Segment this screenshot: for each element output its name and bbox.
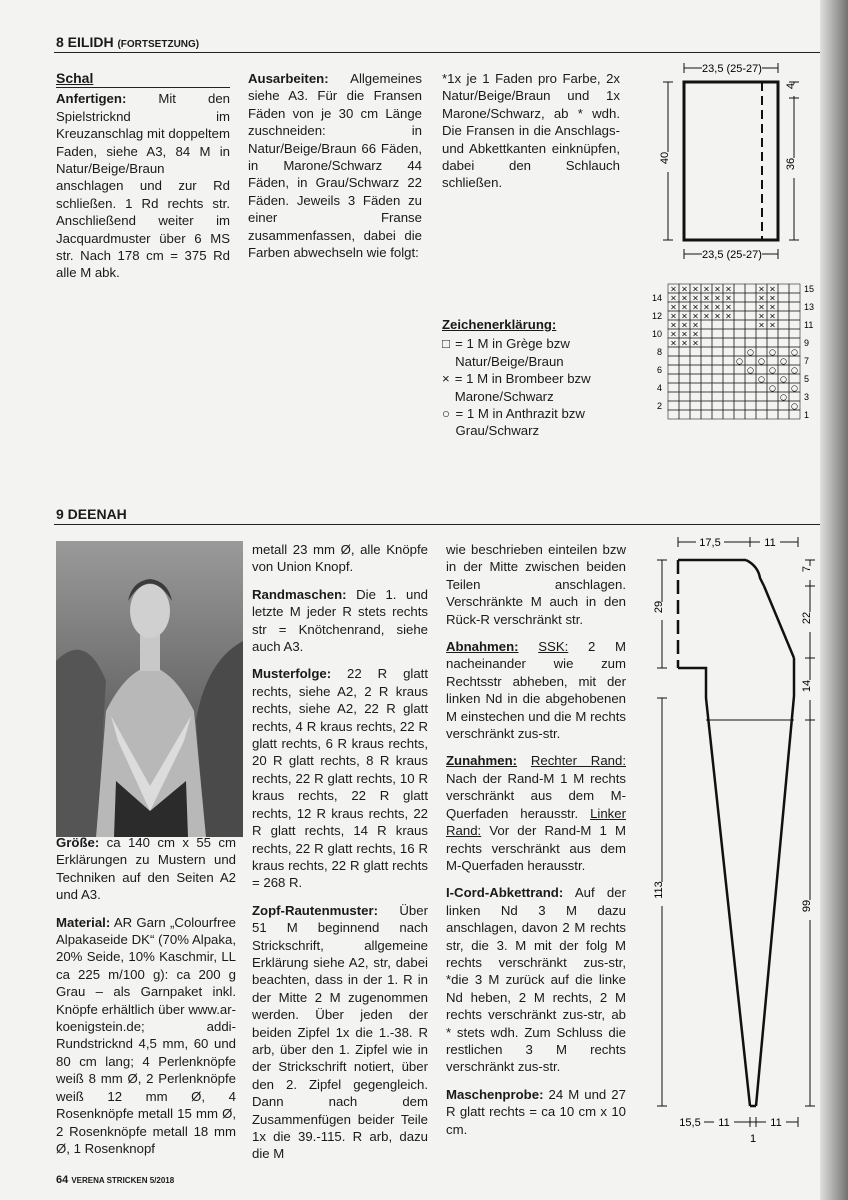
section-9-rule [54,524,820,525]
scarf-width-bottom: 23,5 (25-27) [702,249,762,261]
cross-symbol: × [769,284,776,294]
musterfolge-text: 22 R glatt rechts, siehe A2, 2 R kraus rechts, siehe A2, 22 R glatt rechts, 4 R kraus rechts, 22 R glatt rechts, 6 R kraus rechts, 20 R glatt rechts, 8 R kraus rechts, 22 R glatt rechts, 10 R kraus rechts, 22 R glatt rechts, 12 R kraus rechts, 22 R glatt rechts, 14 R kraus rechts, 22 R glatt rechts, 16 R kraus rechts, 22 R glatt rechts = 268 R. [252,666,428,891]
chart-cell [789,392,800,401]
legend-square-icon: □ [442,336,450,352]
circle-symbol: ○ [780,392,787,402]
icord-text: Auf der linken Nd 3 M dazu anschlagen, davon 2 M rechts str, die 3. M mit der folg M rechts verschränkt zus-str, *die 3 M zurück auf die linke Nd heben, 2 M rechts, 2 M rechts verschränkt zus-str, ab * stets wdh. Zum Schluss die restlichen 3 M rechts verschränkt zus-str. [446,885,626,1075]
zunahmen-label: Zunahmen: [446,753,518,769]
material-text: AR Garn „Colourfree Alpakaseide DK“ (70% Alpaka, 20% Seide, 10% Kaschmir, LL ca 225 m/100 g): ca 200 g Grau – als Garnpaket inkl. Knöpfe erhältlich über www.ar-koenigstein.de; addi-Rundstricknd 4,5 mm, 60 und 80 cm lang; 4 Perlenknöpfe weiß 8 mm Ø, 2 Perlenknöpfe weiß 12 mm Ø, 4 Rosenknöpfe metall 15 mm Ø, 2 Rosenknöpfe metall 18 mm Ø, 1 Rosenknopf [56,914,237,1156]
chart-cell [690,374,701,383]
chart-row-labels-right [804,284,814,420]
deenah-column-1 [56,834,236,1167]
chart-cell [745,356,756,365]
ssk-label: SSK: [538,639,569,655]
circle-symbol: ○ [769,383,776,393]
cross-symbol: × [703,293,710,303]
cross-symbol: × [670,302,677,312]
chart-cell [712,374,723,383]
wrap-right-b: 22 [801,611,813,625]
wrap-right-a: 7 [801,565,813,573]
chart-cell [712,410,723,419]
circle-symbol: ○ [791,365,798,375]
cross-symbol: × [725,302,732,312]
chart-cell [734,410,745,419]
chart-cell [745,284,756,293]
chart-cell [734,347,745,356]
chart-cell [679,374,690,383]
circle-symbol: ○ [780,356,787,366]
chart-row-label: 10 [651,329,662,339]
chart-cell [756,383,767,392]
cross-symbol: × [692,293,699,303]
wrap-bottom-c: 11 [770,1117,782,1129]
section-8-continued: (FORTSETZUNG) [117,39,200,50]
chart-cell [767,356,778,365]
cross-symbol: × [714,293,721,303]
chart-cell [778,329,789,338]
chart-cell [734,365,745,374]
chart-row-label: 9 [804,338,810,348]
chart-cell [756,347,767,356]
chart-cell [668,383,679,392]
ausarbeiten-column-2 [442,70,620,202]
chart-cell [701,410,712,419]
rechter-rand-text: Nach der Rand-M 1 M rechts verschränkt aus dem M-Querfaden herausstr. [446,770,626,821]
maschenprobe-text: 24 M und 27 R glatt rechts = ca 10 cm x 10 cm. [446,1086,626,1137]
scarf-fringe-length: 4 [785,82,797,90]
cross-symbol: × [758,293,765,303]
section-8-number: 8 EILIDH [56,34,114,50]
chart-cell [745,383,756,392]
cross-symbol: × [681,338,688,348]
chart-cell [668,401,679,410]
scarf-length-left: 40 [659,151,671,165]
chart-cell [778,302,789,311]
chart-cell [734,302,745,311]
chart-row-label: 6 [656,365,662,375]
chart-cell [778,401,789,410]
chart-cell [701,329,712,338]
cross-symbol: × [725,284,732,294]
wrap-right-c: 14 [801,679,813,693]
material-continued: metall 23 mm Ø, alle Knöpfe von Union Knopf. [252,542,428,575]
chart-cell [701,347,712,356]
jacquard-chart [648,282,820,432]
cross-symbol: × [681,329,688,339]
chart-cell [723,356,734,365]
chart-cell [668,410,679,419]
chart-cell [789,320,800,329]
circle-symbol: ○ [791,401,798,411]
section-8-title [56,34,199,50]
chart-cell [701,374,712,383]
cross-symbol: × [714,284,721,294]
chart-cell [778,311,789,320]
chart-cell [767,374,778,383]
zopf-text: Über 51 M beginnend nach Strickschrift, allgemeine Erklärung siehe A2, str, dabei beachten, dass in der 1. R in der Mitte 2 M zugenommen werden. Über jeden der beiden Zipfel 1x die 1.-38. R arb, über den 1. Zipfel wie in der Strickschrift notiert, über den 2. Zipfel gegengleich. Dann nach dem Zusammenfügen beider Teile 1x die 39.-115. R arb, dazu die M [252,902,428,1162]
chart-cell [723,338,734,347]
chart-cell [723,365,734,374]
circle-symbol: ○ [769,365,776,375]
chart-cell [756,410,767,419]
chart-cell [690,410,701,419]
circle-symbol: ○ [747,347,754,357]
cross-symbol: × [681,293,688,303]
circle-symbol: ○ [780,374,787,384]
chart-cell [734,401,745,410]
wrap-bottom-b: 11 [718,1117,730,1129]
chart-grid [668,284,800,419]
chart-cell [778,320,789,329]
cross-symbol: × [681,320,688,330]
chart-cell [745,320,756,329]
cross-symbol: × [769,311,776,321]
chart-cell [778,347,789,356]
chart-row-label: 3 [804,392,810,402]
chart-cell [789,338,800,347]
chart-row-label: 13 [804,302,815,312]
chart-cell [734,383,745,392]
scarf-length-right: 36 [785,157,797,171]
circle-symbol: ○ [791,347,798,357]
chart-cell [723,320,734,329]
section-8-rule [54,52,820,53]
groesse-label: Größe: [56,835,100,850]
chart-row-label: 15 [804,284,815,294]
circle-symbol: ○ [747,365,754,375]
chart-row-label: 2 [656,401,662,411]
zopf-label: Zopf-Rautenmuster: [252,902,379,918]
schal-column [56,70,230,292]
wrap-left-height-b: 113 [653,881,665,899]
cross-symbol: × [725,293,732,303]
cross-symbol: × [692,284,699,294]
wrap-schematic [648,528,824,1148]
randmaschen-text: Die 1. und letzte M jeder R stets rechts str = Knötchenrand, siehe auch A3. [252,586,428,655]
chart-cell [668,392,679,401]
chart-cell [701,365,712,374]
cross-symbol: × [692,302,699,312]
abnahmen-label: Abnahmen: [446,639,519,655]
chart-cell [767,329,778,338]
chart-cell [712,401,723,410]
chart-cell [778,284,789,293]
cross-symbol: × [703,311,710,321]
chart-cell [789,284,800,293]
chart-cell [668,356,679,365]
page-footer [56,1174,174,1186]
cross-symbol: × [758,302,765,312]
wrap-bottom-d: 1 [749,1133,757,1145]
legend-cross-icon: × [442,371,450,387]
chart-cell [679,347,690,356]
chart-cell [701,320,712,329]
chart-cell [712,356,723,365]
chart-cell [778,338,789,347]
deenah-column-3 [446,541,626,1148]
model-photo [56,541,243,837]
chart-cell [734,293,745,302]
chart-cell [712,383,723,392]
material-label: Material: [56,914,111,930]
circle-symbol: ○ [736,356,743,366]
chart-cell [745,329,756,338]
chart-cell [712,320,723,329]
deenah-column-2 [252,541,428,1173]
chart-cell [745,293,756,302]
chart-cell [789,311,800,320]
legend-text-brombeer: = 1 M in Brombeer bzw Marone/Schwarz [454,371,591,404]
chart-cell [668,347,679,356]
cross-symbol: × [714,302,721,312]
cross-symbol: × [703,284,710,294]
chart-cell [767,410,778,419]
chart-cell [723,347,734,356]
chart-cell [756,329,767,338]
legend-text-grege: = 1 M in Grège bzw Natur/Beige/Braun [455,336,570,369]
legend-text-anthrazit: = 1 M in Anthrazit bzw Grau/Schwarz [455,406,585,439]
cross-symbol: × [670,329,677,339]
chart-cell [756,365,767,374]
chart-cell [745,311,756,320]
chart-cell [745,338,756,347]
chart-row-label: 14 [651,293,662,303]
chart-row-label: 5 [804,374,810,384]
icord-label: I-Cord-Abkettrand: [446,885,564,901]
chart-cell [778,365,789,374]
linker-rand-text: Vor der Rand-M 1 M rechts verschränkt aus dem M-Querfaden herausstr. [446,823,627,873]
cross-symbol: × [681,284,688,294]
chart-row-label: 11 [804,320,814,330]
chart-row-label: 7 [804,356,810,366]
circle-symbol: ○ [758,374,765,384]
chart-cell [679,365,690,374]
cross-symbol: × [692,320,699,330]
cross-symbol: × [670,320,677,330]
cross-symbol: × [758,320,765,330]
chart-cell [767,392,778,401]
chart-cell [734,329,745,338]
chart-cell [712,338,723,347]
chart-cell [789,356,800,365]
cross-symbol: × [703,302,710,312]
wrap-right-d: 99 [801,899,813,913]
linker-rand-label: Linker Rand: [446,805,626,839]
anfertigen-text: Mit den Spielstricknd im Kreuzanschlag mit doppeltem Faden, siehe A3, 84 M in Natur/Beige/Braun anschlagen und zur Rd schließen. 1 Rd rechts str. Anschließend weiter im Jacquardmuster über 6 MS str. Nach 178 cm = 375 Rd alle M abk. [56,91,230,281]
legend-item-grege [442,335,628,370]
zeichenerklaerung [442,316,628,440]
cross-symbol: × [769,293,776,303]
chart-cell [701,338,712,347]
scarf-outline [684,82,778,240]
chart-cell [734,284,745,293]
cross-symbol: × [769,320,776,330]
chart-cell [756,401,767,410]
cross-symbol: × [670,311,677,321]
chart-cell [778,383,789,392]
cross-symbol: × [670,338,677,348]
chart-cell [789,374,800,383]
scarf-schematic [640,58,820,268]
chart-cell [723,383,734,392]
chart-cell [745,374,756,383]
cross-symbol: × [670,293,677,303]
legend-circle-icon: ○ [442,406,450,422]
chart-row-label: 1 [804,410,810,420]
chart-cell [789,329,800,338]
maschenprobe-label: Maschenprobe: [446,1086,544,1102]
page-edge-shadow [820,0,848,1200]
chart-cell [723,401,734,410]
chart-cell [723,374,734,383]
chart-cell [756,392,767,401]
rechter-rand-label: Rechter Rand: [530,753,626,769]
cross-symbol: × [681,302,688,312]
scarf-width-top: 23,5 (25-27) [702,63,762,75]
chart-cell [690,383,701,392]
ausarbeiten-column [248,70,422,271]
anfertigen-label: Anfertigen: [56,91,127,107]
chart-cell [712,365,723,374]
chart-cell [734,311,745,320]
wrap-bottom-a: 15,5 [679,1117,701,1129]
cross-symbol: × [692,311,699,321]
chart-row-labels-left [652,293,662,411]
chart-cell [679,410,690,419]
musterfolge-label: Musterfolge: [252,666,332,682]
chart-cell [690,365,701,374]
cross-symbol: × [758,311,765,321]
chart-cell [723,392,734,401]
cross-symbol: × [714,311,721,321]
chart-cell [767,338,778,347]
chart-cell [745,392,756,401]
chart-cell [679,383,690,392]
chart-cell [690,392,701,401]
chart-cell [668,374,679,383]
chart-cell [745,302,756,311]
chart-cell [712,347,723,356]
cross-symbol: × [692,338,699,348]
chart-cell [745,410,756,419]
chart-cell [679,356,690,365]
chart-cell [712,329,723,338]
chart-cell [668,365,679,374]
cross-symbol: × [670,284,677,294]
wrap-top-width-b: 11 [764,537,776,549]
magazine-name: VERENA STRICKEN 5/2018 [71,1176,175,1185]
chart-cell [679,401,690,410]
chart-cell [789,293,800,302]
chart-cell [723,329,734,338]
chart-cell [734,392,745,401]
model-photo-image [56,541,243,837]
ausarbeiten-text-2: *1x je 1 Faden pro Farbe, 2x Natur/Beige/Braun und 1x Marone/Schwarz, ab * wdh. Die Fransen in die Anschlags- und Abkettkanten einknüpfen, dabei den Schlauch schließen. [442,71,620,191]
groesse-text: ca 140 cm x 55 cm Erklärungen zu Mustern und Techniken auf den Seiten A2 und A3. [56,835,236,903]
cross-symbol: × [769,302,776,312]
chart-cell [789,410,800,419]
chart-cell [701,401,712,410]
chart-cell [712,392,723,401]
chart-cell [734,320,745,329]
wrap-top-width-a: 17,5 [699,537,721,549]
cross-symbol: × [725,311,732,321]
chart-cell [789,302,800,311]
chart-cell [690,347,701,356]
cross-symbol: × [692,329,699,339]
chart-cell [734,374,745,383]
chart-cell [778,410,789,419]
legend-item-anthrazit [442,405,628,440]
section-9-title: 9 DEENAH [56,506,127,522]
chart-cell [734,338,745,347]
circle-symbol: ○ [758,356,765,366]
chart-cell [701,383,712,392]
chart-cell [767,401,778,410]
ausarbeiten-label: Ausarbeiten: [248,71,329,86]
cross-symbol: × [758,284,765,294]
wrap-left-height-a: 29 [653,600,665,614]
chart-row-label: 8 [656,347,662,357]
chart-cell [745,401,756,410]
circle-symbol: ○ [769,347,776,357]
chart-cell [778,293,789,302]
chart-cell [690,401,701,410]
zopf-continued: wie beschrieben einteilen bzw in der Mitte zwischen beiden Teilen anschlagen. Verschränkte M auch in den Rück-R verschränkt str. [446,542,626,627]
abnahmen-text: 2 M nacheinander wie zum Rechtsstr abheben, mit der linken Nd in die abgehobenen M einstechen und die M rechts verschränkt zus-str. [446,639,627,742]
chart-cell [701,392,712,401]
chart-cell [679,392,690,401]
circle-symbol: ○ [791,383,798,393]
legend-item-brombeer [442,370,628,405]
chart-cell [690,356,701,365]
chart-row-label: 12 [651,311,662,321]
schal-title: Schal [56,70,230,88]
page-number: 64 [56,1174,69,1186]
chart-cell [756,338,767,347]
chart-cell [701,356,712,365]
chart-cell [723,410,734,419]
randmaschen-label: Randmaschen: [252,586,347,602]
cross-symbol: × [681,311,688,321]
chart-row-label: 4 [656,383,662,393]
ausarbeiten-text: Allgemeines siehe A3. Für die Fransen Fäden von je 30 cm Länge zuschneiden: in Natur/Beige/Braun 66 Fäden, in Marone/Schwarz 44 Fäden, in Grau/Schwarz 22 Fäden. Jeweils 3 Fäden zu einer Franse zusammenfassen, dabei die Farben abwechseln wie folgt: [248,71,422,261]
zeichenerklaerung-title: Zeichenerklärung: [442,317,557,332]
